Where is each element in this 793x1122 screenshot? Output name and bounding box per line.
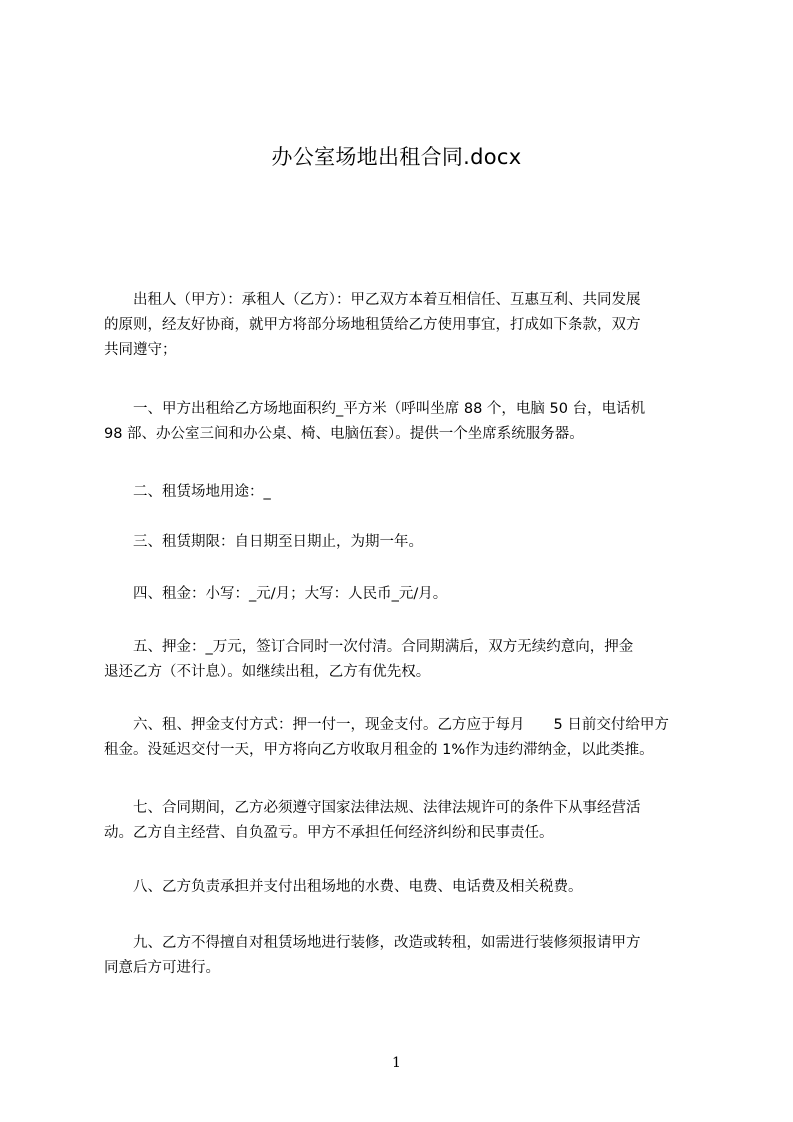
text-line: 五、押金：_万元，签订合同时一次付清。合同期满后，双方无续约意向，押金 (104, 639, 634, 655)
clause-2 (104, 480, 704, 505)
text-line: 四、租金：小写：_元/月；大写：人民币_元/月。 (104, 586, 448, 602)
clause-1 (104, 397, 704, 447)
text-line: 二、租赁场地用途：_ (104, 484, 271, 500)
text-line: 出租人（甲方）：承租人（乙方）：甲乙双方本着互相信任、互惠互利、共同发展 (104, 292, 641, 308)
clause-8 (104, 875, 704, 900)
text-line: 同意后方可进行。 (104, 960, 220, 976)
text-line: 租金。没延迟交付一天，甲方将向乙方收取月租金的 1%作为违约滞纳金，以此类推。 (104, 742, 654, 758)
text-line: 共同遵守； (104, 342, 177, 358)
text-line: 的原则，经友好协商，就甲方将部分场地租赁给乙方使用事宜，打成如下条款，双方 (104, 317, 641, 333)
clause-6 (104, 713, 704, 763)
text-line: 八、乙方负责承担并支付出租场地的水费、电费、电话费及相关税费。 (104, 879, 583, 895)
page-number: 1 (392, 1055, 401, 1071)
document-title: 办公室场地出租合同.docx (271, 145, 522, 169)
clause-4 (104, 582, 704, 607)
clause-3 (104, 530, 704, 555)
text-line: 七、合同期间，乙方必须遵守国家法律法规、法律法规许可的条件下从事经营活 (104, 800, 641, 816)
clause-7 (104, 796, 704, 846)
paragraph-parties (104, 288, 704, 363)
text-line: 动。乙方自主经营、自负盈亏。甲方不承担任何经济纠纷和民事责任。 (104, 825, 554, 841)
clause-5 (104, 635, 704, 685)
text-line: 退还乙方（不计息）。如继续出租，乙方有优先权。 (104, 664, 431, 680)
text-line: 六、租、押金支付方式：押一付一，现金支付。乙方应于每月 5 日前交付给甲方 (104, 717, 669, 733)
clause-9 (104, 931, 704, 981)
text-line: 98 部、办公室三间和办公桌、椅、电脑伍套）。提供一个坐席系统服务器。 (104, 426, 584, 442)
text-line: 九、乙方不得擅自对租赁场地进行装修，改造或转租，如需进行装修须报请甲方 (104, 935, 641, 951)
text-line: 一、甲方出租给乙方场地面积约_平方米（呼叫坐席 88 个，电脑 50 台，电话机 (104, 401, 646, 417)
text-line: 三、租赁期限：自日期至日期止，为期一年。 (104, 534, 423, 550)
